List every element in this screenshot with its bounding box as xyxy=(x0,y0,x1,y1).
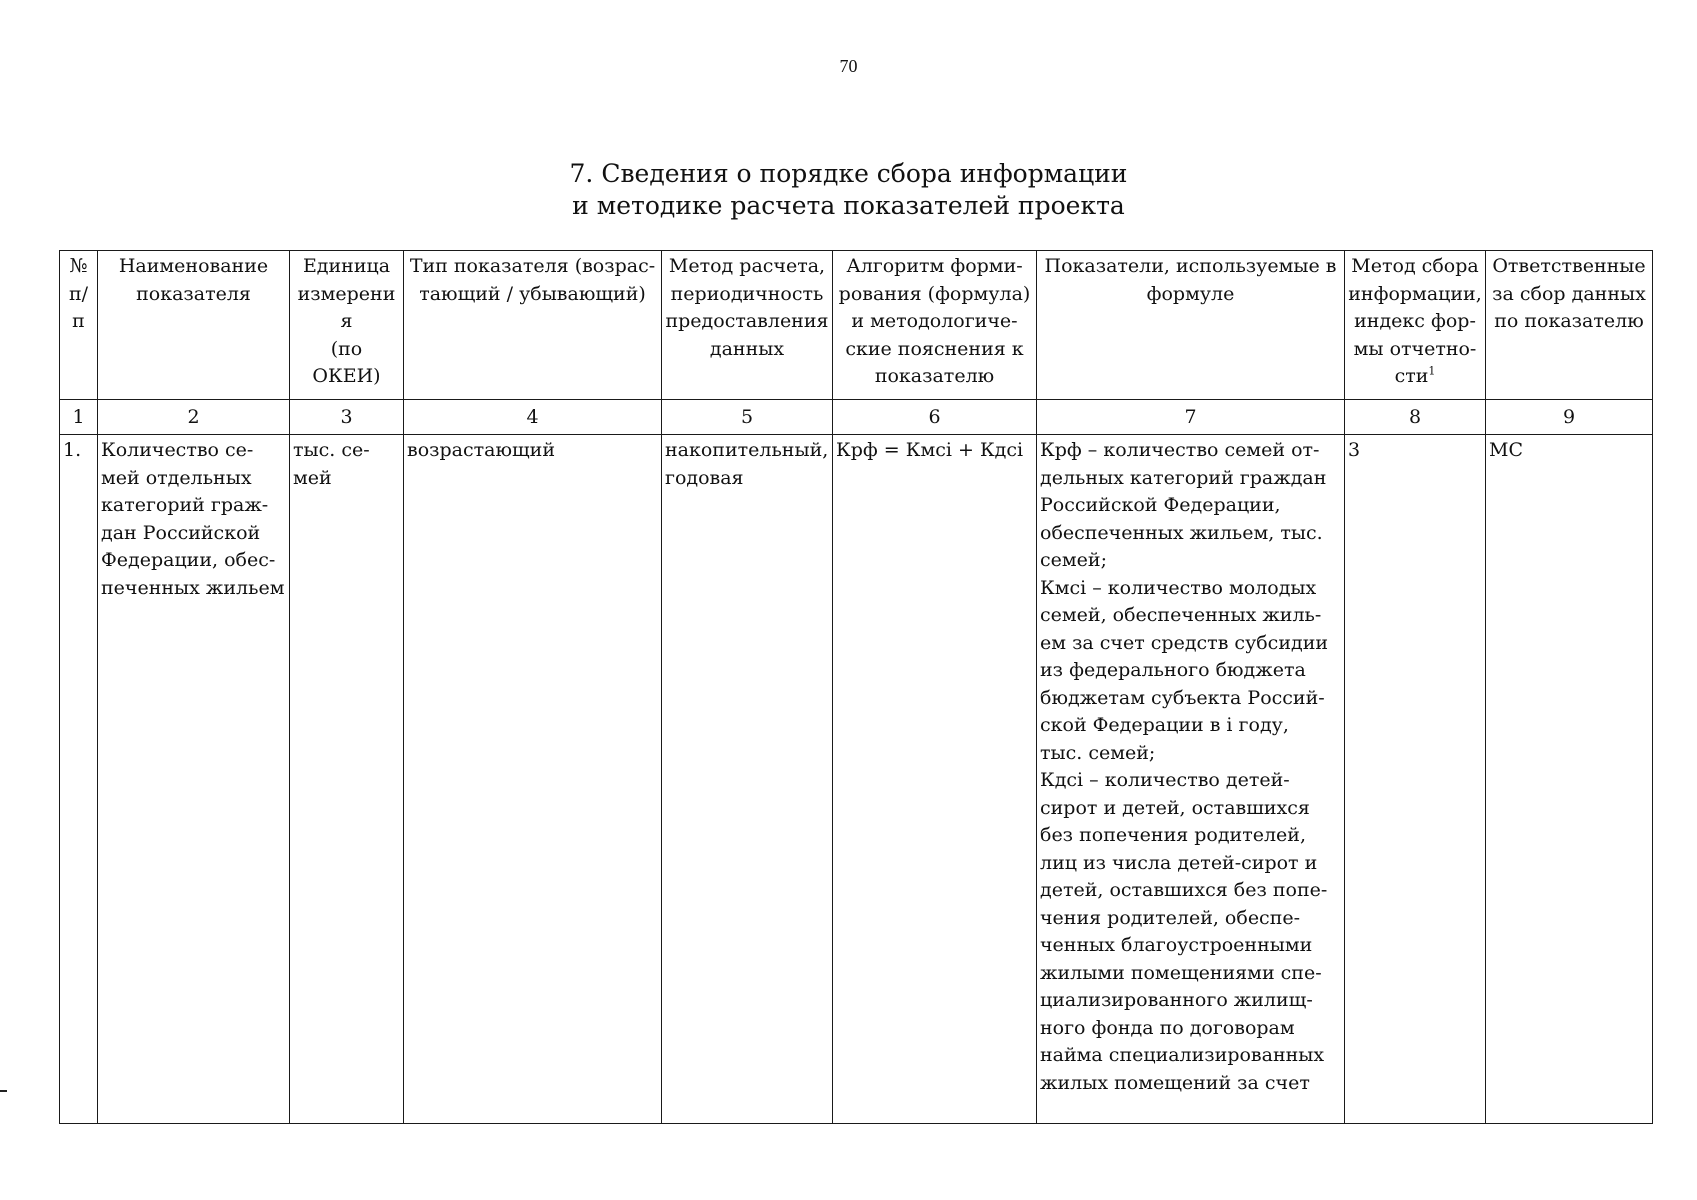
indicators-cell: Крф – количество семей от- дельных категорий граждан Российской Федерации, обеспеченных жильем, тыс. семей; Кмсi – количество молодых семей, обеспеченных жиль- ем за счет средств субсидии из федерального бюджета бюджетам субъекта Россий- ской Федерации в i году, тыс. семей; Кдсi – количество детей- сирот и детей, оставшихся без попечения родителей, лиц из числа детей-сирот и детей, оставшихся без попе- чения родителей, обеспе- ченных благоустроенными жилыми помещениями спе- циализированного жилищ- ного фонда по договорам найма специализированных жилых помещений за счет xyxy=(1037,435,1345,1124)
method-cell: накопительный, годовая xyxy=(662,435,833,1124)
section-title-line-2: и методике расчета показателей проекта xyxy=(572,191,1125,220)
column-number: 3 xyxy=(290,400,404,435)
unit-cell: тыс. се- мей xyxy=(290,435,404,1124)
indicators-table xyxy=(59,250,1653,1124)
column-number: 4 xyxy=(404,400,662,435)
column-number: 5 xyxy=(662,400,833,435)
header-cell-indicators: Показатели, используемые в формуле xyxy=(1037,251,1345,400)
column-number: 8 xyxy=(1345,400,1486,435)
margin-mark xyxy=(0,1090,7,1092)
column-number: 2 xyxy=(98,400,290,435)
header-cell-number: № п/п xyxy=(60,251,98,400)
section-title-line-1: 7. Сведения о порядке сбора информации xyxy=(569,159,1128,188)
responsible-cell: МС xyxy=(1486,435,1653,1124)
header-cell-name: Наименование показателя xyxy=(98,251,290,400)
footnote-mark: 1 xyxy=(1428,364,1436,378)
formula-cell: Крф = Кмсi + Кдсi xyxy=(833,435,1037,1124)
column-number-row xyxy=(60,400,1653,435)
column-number: 1 xyxy=(60,400,98,435)
table-header-row xyxy=(60,251,1653,400)
column-number: 9 xyxy=(1486,400,1653,435)
column-number: 7 xyxy=(1037,400,1345,435)
header-cell-type: Тип показателя (возрас- тающий / убывающий) xyxy=(404,251,662,400)
row-number-cell: 1. xyxy=(60,435,98,1124)
table-row xyxy=(60,435,1653,1124)
section-title xyxy=(0,158,1697,222)
type-cell: возрастающий xyxy=(404,435,662,1124)
indicator-name-cell: Количество се- мей отдельных категорий граж- дан Российской Федерации, обес- печенных жильем xyxy=(98,435,290,1124)
column-number: 6 xyxy=(833,400,1037,435)
header-cell-formula: Алгоритм форми- рования (формула) и методологиче- ские пояснения к показателю xyxy=(833,251,1037,400)
header-cell-collection-method-text: Метод сбора информации, индекс фор- мы отчетно- сти xyxy=(1348,255,1482,387)
header-cell-unit: Единица измерения (по ОКЕИ) xyxy=(290,251,404,400)
header-cell-responsible: Ответственные за сбор данных по показателю xyxy=(1486,251,1653,400)
collection-method-cell: 3 xyxy=(1345,435,1486,1124)
page-number: 70 xyxy=(839,56,858,76)
header-cell-method: Метод расчета, периодичность предоставления данных xyxy=(662,251,833,400)
header-cell-collection-method xyxy=(1345,251,1486,400)
